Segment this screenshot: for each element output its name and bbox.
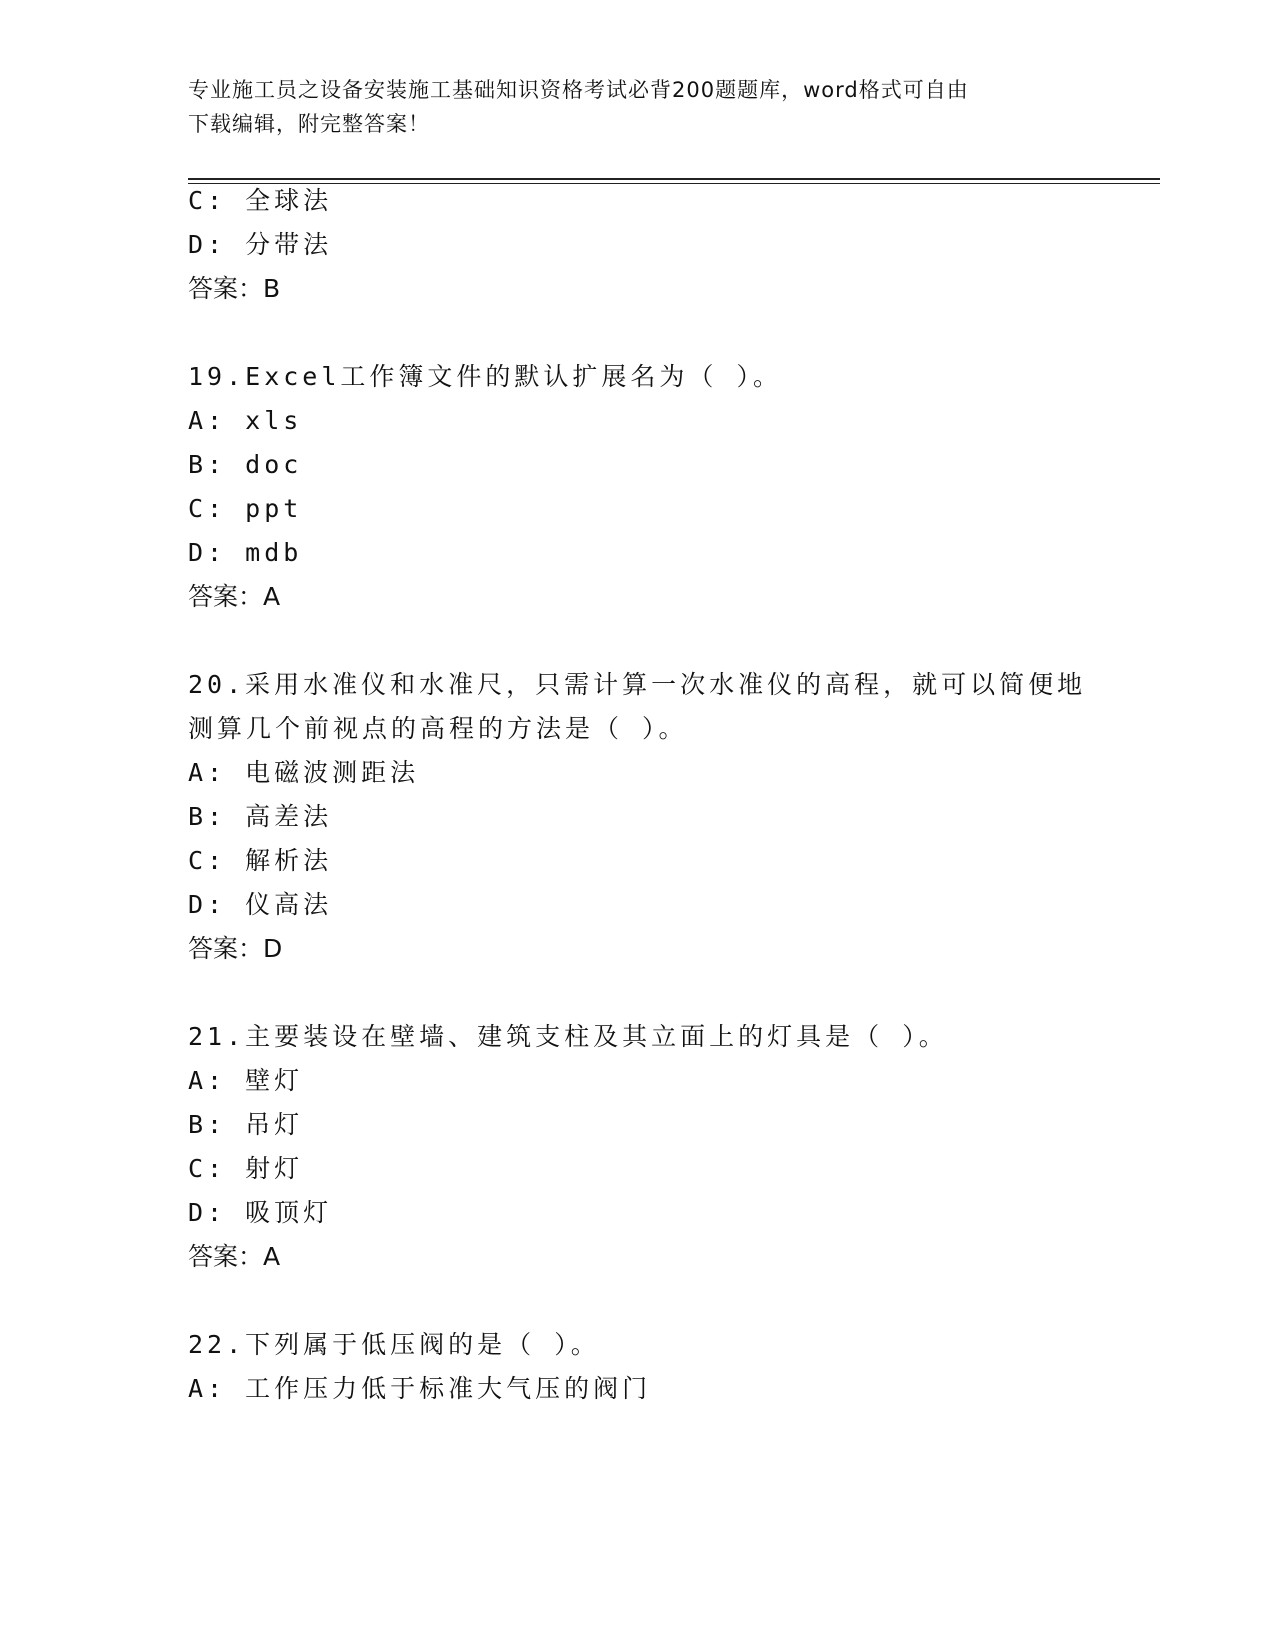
- q19-option-b: B: doc: [188, 450, 303, 479]
- header-title-line1: 专业施工员之设备安装施工基础知识资格考试必背200题题库，word格式可自由: [188, 78, 969, 102]
- q19-stem: 19.Excel工作簿文件的默认扩展名为（ ）。: [188, 362, 782, 391]
- q21-option-d: D: 吸顶灯: [188, 1198, 333, 1227]
- q20-stem-line2: 测算几个前视点的高程的方法是（ ）。: [188, 714, 688, 743]
- q18-option-c: C: 全球法: [188, 186, 333, 215]
- q18-answer: 答案：B: [188, 274, 281, 303]
- q19-option-a: A: xls: [188, 406, 303, 435]
- q20-option-b: B: 高差法: [188, 802, 333, 831]
- q21-stem: 21.主要装设在壁墙、建筑支柱及其立面上的灯具是（ ）。: [188, 1022, 948, 1051]
- q22-stem: 22.下列属于低压阀的是（ ）。: [188, 1330, 600, 1359]
- q20-option-d: D: 仪高法: [188, 890, 333, 919]
- q20-option-c: C: 解析法: [188, 846, 333, 875]
- document-header: [188, 73, 1088, 141]
- q19-answer: 答案：A: [188, 582, 281, 611]
- q19-option-d: D: mdb: [188, 538, 303, 567]
- header-divider-thick: [188, 178, 1160, 180]
- q21-answer: 答案：A: [188, 1242, 281, 1271]
- q19-option-c: C: ppt: [188, 494, 303, 523]
- q21-option-a: A: 壁灯: [188, 1066, 304, 1095]
- q21-option-b: B: 吊灯: [188, 1110, 304, 1139]
- q20-stem-line1: 20.采用水准仪和水准尺，只需计算一次水准仪的高程，就可以简便地: [188, 670, 1087, 699]
- q21-option-c: C: 射灯: [188, 1154, 304, 1183]
- q20-option-a: A: 电磁波测距法: [188, 758, 420, 787]
- q20-answer: 答案：D: [188, 934, 283, 963]
- header-title-line2: 下载编辑，附完整答案！: [188, 112, 430, 136]
- header-divider-thin: [188, 183, 1160, 184]
- q18-option-d: D: 分带法: [188, 230, 333, 259]
- q22-option-a: A: 工作压力低于标准大气压的阀门: [188, 1374, 652, 1403]
